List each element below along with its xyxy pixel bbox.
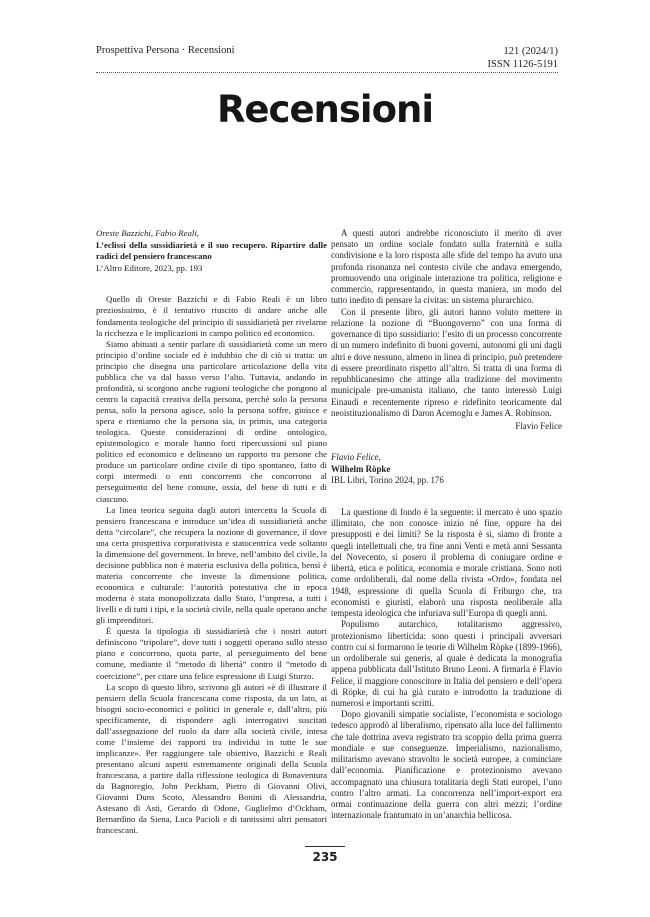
review2-publisher: IBL Libri, Torino 2024, pp. 176: [331, 475, 444, 486]
journal-name: Prospettiva Persona · Recensioni: [96, 45, 235, 56]
review1-paragraph: È questa la tipologia di sussidiarietà che i nostri autori definiscono “tripolare”, dove tutti i soggetti operano sullo stesso piano e concorrono, quota parte, al perseguimento del bene comune, mediante il “metodo di libertà” contro il “metodo di coercizione”, per citare una felice espressione di Luigi Sturzo.: [96, 626, 327, 681]
review1-author: Oreste Bazzichi, Fabio Reali,: [96, 228, 199, 238]
left-column: [96, 228, 327, 836]
issue-number: 121 (2024/1): [503, 46, 558, 57]
page-title: Recensioni: [216, 88, 434, 131]
review2-author: Flavio Felice,: [331, 452, 381, 463]
review1-book-title: L’eclissi della sussidiarietà e il suo recupero. Ripartire dalle radici del pensiero francescano: [96, 239, 327, 262]
review2-paragraph: Dopo giovanili simpatie socialiste, l’economista e sociologo tedesco approdò al liberalismo, ripensato alla luce del fallimento che tale dottrina aveva registrato tra scoppio della prima guerra mondiale e sue conseguenze. Imperialismo, nazionalismo, militarismo avevano stravolto le società europee, a cominciare dall’economia. Pianificazione e protezionismo avevano accompagnato una chiusura totalitaria degli Stati europei, l’uno contro l’altro armati. La concorrenza nell’import-export era ormai continuazione della guerra con altri mezzi; l’ordine internazionale frantumato in un’anarchia bellicosa.: [331, 709, 562, 821]
page-number: 235: [312, 850, 338, 864]
review1-paragraph: Quello di Oreste Bazzichi e di Fabio Reali è un libro preziosissimo, è il tentativo riuscito di andare anche alle fondamenta teologiche del principio di sussidiarietà per rivelarne la ricchezza e le implicazioni in campo politico ed economico.: [96, 294, 327, 338]
review2-book-title: Wilhelm Röpke: [331, 463, 391, 474]
review2-paragraph: Populismo autarchico, totalitarismo aggressivo, protezionismo liberticida: sono questi i principali avversari contro cui si formarono le teorie di Wilhelm Röpke (1899-1966), un ordoliberale sui generis, al quale è dedicata la monografia appena pubblicata dall’Istituto Bruno Leoni. A firmarla è Flavio Felice, il maggiore conoscitore in Italia del pensiero e dell’opera di Röpke, di cui ha già curato e introdotto la traduzione di numerosi e importanti scritti.: [331, 619, 562, 708]
review1-paragraph: La linea teorica seguita dagli autori intercetta la Scuola di pensiero francescana e introduce un’idea di sussidiarietà anche detta “circolare”, che recupera la nozione di governance, il dove una certa prospettiva corporativista e statocentrica vede soltanto la dimensione del government. In breve, nell’ambito del civile, la decisione pubblica non è materia esclusiva della politica, bensì è materia concorrente che investe la dimensione politica, economica e culturale: l’autorità potestativa che in epoca moderna è stata monopolizzata dallo Stato, l’impresa, a tutti i livelli e di tutti i tipi, e la società civile, nella quale operano anche gli imprenditori.: [96, 504, 327, 626]
review1-paragraph: La scopo di questo libro, scrivono gli autori «è di illustrare il pensiero della Scuola francescana come risposta, da un lato, ai bisogni socio-economici e politici in generale e, dall’altro, più specificamente, di rispondere agli interrogativi suscitati dall’assegnazione del ruolo da dare alla società civile, intesa come l’insieme dei rapporti tra individui in tutte le sue implicanze». Per raggiungere tale obiettivo, Bazzichi e Reali presentano alcuni aspetti estremamente originali della Scuola francescana, a partire dalla riflessione teologica di Bonaventura da Bagnoregio, John Peckham, Pietro di Giovanni Olivi, Giovanni Duns Scoto, Alessandro Bonini di Alessandria, Astesano di Asti, Gerardo di Odone, Guglielmo d’Ockham, Bernardino da Siena, Luca Pacioli e di tantissimi altri pensatori francescani.: [96, 681, 327, 836]
review1-paragraph: A questi autori andrebbe riconosciuto il merito di aver pensato un ordine sociale fondato sulla fraternità e sulla condivisione e la loro risposta alle sfide del tempo ha avuto una profonda risonanza nel contesto civile che andava emergendo, promuovendo una originale interazione tra politica, religione e commercio, rappresentando, in questa maniera, un modo del tutto inedito di pensare la civitas: un sistema plurarchico.: [331, 228, 562, 306]
right-column: [331, 228, 562, 822]
review1-paragraph: Siamo abituati a sentir parlare di sussidiarietà come un mero principio d’ordine sociale ed è indubbio che di ciò si tratta: un principio che disegna una particolare articolazione della vita pubblica che va dal basso verso l’alto. Tuttavia, andando in profondità, si scorgono anche ragioni teologiche che pongono al centro la capacità creativa della persona, perché solo la persona pensa, solo la persona agisce, solo la persona soffre, gioisce e spera e riteniamo che la persona sia, in primis, una categoria teologica. Queste considerazioni di ordine ontologico, epistemologico e morale hanno forti ripercussioni sul piano politico ed economico e delineano un rapporto tra persone che produce un particolare ordine civile di tipo spontaneo, fatto di corpi intermedi o enti concorrenti che concorrono al perseguimento del bene comune, ossia, del bene di tutti e di ciascuno.: [96, 338, 327, 504]
review1-reference: [96, 228, 327, 274]
review2-paragraph: La questione di fondo è la seguente: il mercato è uno spazio illimitato, che non conosce inizio né fine, oppure ha dei presupposti e dei limiti? Se la risposta è sì, siamo di fronte a quegli intellettuali che, tra fine anni Venti e metà anni Sessanta del Novecento, si posero il problema di coniugare ordine e libertà, etica e politica, economia e morale cristiana. Sono noti come ordoliberali, dal nome della rivista «Ordo», fondata nel 1948, espressione di quella Scuola di Friburgo che, tra economisti e giuristi, elaborò una risposta neoliberale alla tempesta ideologica che infuriava sull’Europa di quegli anni.: [331, 507, 562, 619]
review1-signature: Flavio Felice: [515, 420, 562, 431]
review1-publisher: L’Altro Editore, 2023, pp. 193: [96, 262, 203, 273]
review1-paragraph: Con il presente libro, gli autori hanno voluto mettere in relazione la nozione di “Buongoverno” con una forma di governance di tipo sussidiario: l’esito di un processo concorrente di un numero indefinito di buoni governi, autonomi gli uni dagli altri e dove nessuno, almeno in linea di principio, può pretendere di essere preordinato rispetto all’altro. Si tratta di una forma di repubblicanesimo che attinge alla tradizione del movimento municipale pre-umanista italiano, che tanto interessò Luigi Einaudi e recentemente ripreso e ridefinito teoricamente dal neoistituzionalismo di Daron Acemoglu e James A. Robinson.: [331, 306, 562, 418]
issn: ISSN 1126-5191: [487, 59, 558, 70]
review2-reference: [331, 452, 562, 487]
header-divider: [96, 72, 558, 73]
issue-info: [488, 45, 559, 71]
page-number-rule: [305, 846, 345, 847]
